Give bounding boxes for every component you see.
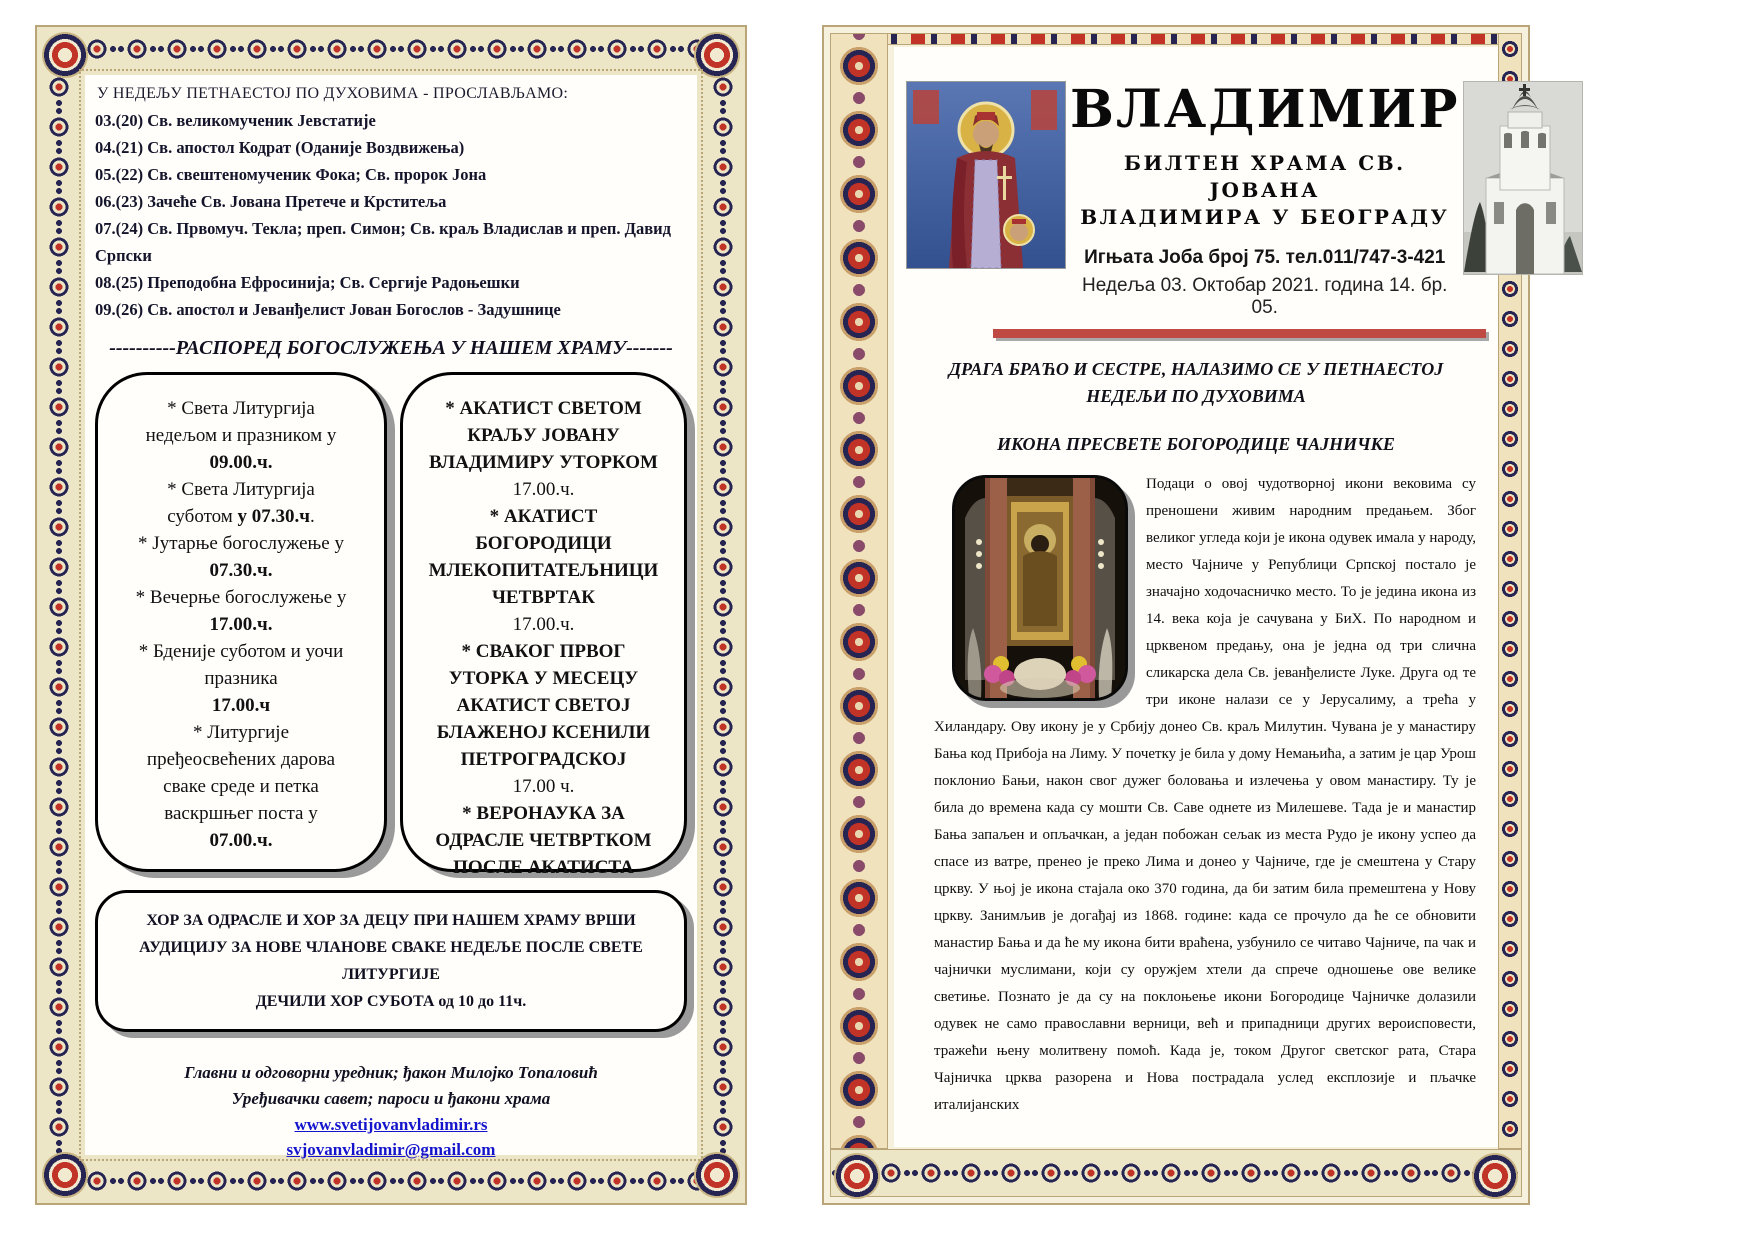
schedule-line: ПЕТРОГРАДСКОЈ — [460, 749, 627, 770]
schedule-line: 07.30.ч. — [209, 560, 273, 581]
saints-list-item: 09.(26) Св. апостол и Јеванђелист Јован Богослов - Задушнице — [95, 300, 561, 319]
choir-line: ЛИТУРГИЈЕ — [342, 966, 440, 983]
bulletin-subtitle-line2: ВЛАДИМИРА У БЕОГРАДУ — [1080, 204, 1450, 229]
schedule-line: * Света Литургија — [167, 479, 315, 500]
corner-rosette-icon — [1472, 1153, 1518, 1199]
email-link[interactable]: svjovanvladimir@gmail.com — [286, 1140, 496, 1159]
choir-line: ДЕЧИЛИ ХОР СУБОТА од 10 до 11ч. — [255, 993, 527, 1010]
schedule-line: АКАТИСТ СВЕТОЈ — [456, 695, 631, 716]
issue-date-line: Недеља 03. Октобар 2021. година 14. бр. 05. — [1082, 274, 1448, 318]
schedule-line: ЧЕТВРТАК — [491, 587, 596, 608]
page-border-ornament — [708, 67, 738, 1163]
editor-line: Главни и одговорни уредник; ђакон Милојко Топаловић — [184, 1063, 598, 1082]
email-link-line — [95, 1137, 687, 1162]
church-address-line: Игњата Јоба број 75. тел.011/747-3-421 — [1084, 246, 1446, 268]
theotokos-icon-photo-image — [955, 478, 1125, 698]
greeting-line1: ДРАГА БРАЋО И СЕСТРЕ, НАЛАЗИМО СЕ У ПЕТНАЕСТОЈ — [948, 358, 1444, 379]
corner-rosette-icon — [834, 1153, 880, 1199]
feast-week-heading: У НЕДЕЉУ ПЕТНАЕСТОЈ ПО ДУХОВИМА - ПРОСЛАВЉАМО: — [97, 85, 569, 102]
saints-list-item: 03.(20) Св. великомученик Јевстатије — [95, 111, 376, 130]
schedule-line: пређеосвећених дарова — [146, 749, 336, 770]
church-photo-image — [1463, 81, 1583, 275]
schedule-line: суботом у 07.30.ч. — [167, 506, 315, 527]
schedule-line: 17.00.ч — [211, 695, 271, 716]
schedule-line: * Вечерње богослужење у — [135, 587, 347, 608]
page-border-ornament — [830, 1149, 1522, 1197]
page-border-ornament — [44, 67, 74, 1163]
schedule-line: ОДРАСЛЕ ЧЕТВРТКОМ — [435, 830, 652, 851]
schedule-line: 07.00.ч. — [209, 830, 273, 851]
choir-line: ХОР ЗА ОДРАСЛЕ И ХОР ЗА ДЕЦУ ПРИ НАШЕМ ХРАМУ ВРШИ — [146, 912, 636, 929]
schedule-line: БЛАЖЕНОЈ КСЕНИЛИ — [436, 722, 651, 743]
choir-line: АУДИЦИЈУ ЗА НОВЕ ЧЛАНОВЕ СВАКЕ НЕДЕЉЕ ПОСЛЕ СВЕТЕ — [139, 939, 643, 956]
saints-list — [95, 107, 687, 323]
website-link-line — [95, 1112, 687, 1137]
schedule-line: БОГОРОДИЦИ — [475, 533, 612, 554]
schedule-line: ВЛАДИМИРУ УТОРКОМ — [429, 452, 658, 473]
schedule-line: КРАЉУ ЈОВАНУ — [467, 425, 620, 446]
schedule-line: * АКАТИСТ — [489, 506, 598, 527]
saints-list-item: 05.(22) Св. свештеномученик Фока; Св. пророк Јона — [95, 165, 487, 184]
article — [934, 471, 1476, 1119]
schedule-line: недељом и празником у — [145, 425, 337, 446]
article-title: ИКОНА ПРЕСВЕТЕ БОГОРОДИЦЕ ЧАЈНИЧКЕ — [997, 433, 1395, 454]
schedule-line: * ВЕРОНАУКА ЗА — [462, 803, 625, 824]
editorial-footer — [95, 1060, 687, 1162]
schedule-line: 17.00 ч. — [512, 776, 575, 797]
schedule-line: * СВАКОГ ПРВОГ — [461, 641, 626, 662]
bulletin-subtitle-line1: БИЛТЕН ХРАМА СВ. ЈОВАНА — [1123, 150, 1406, 202]
schedule-heading: ----------РАСПОРЕД БОГОСЛУЖЕЊА У НАШЕМ ХРАМУ------- — [109, 337, 673, 359]
masthead-center — [1066, 81, 1463, 319]
right-page — [822, 25, 1530, 1205]
page-border-ornament — [77, 34, 705, 64]
page-border-ornament — [830, 33, 1522, 45]
liturgy-schedule-box — [95, 372, 387, 872]
schedule-line: празника — [204, 668, 278, 689]
bulletin-title: ВЛАДИМИР — [1070, 79, 1460, 140]
akathist-schedule-box — [400, 372, 687, 878]
schedule-line: * Бденије суботом и уочи — [138, 641, 344, 662]
saints-list-item: 07.(24) Св. Првомуч. Текла; преп. Симон; Св. краљ Владислав и преп. Давид Српски — [95, 219, 672, 265]
schedule-line: * Света Литургија — [167, 398, 315, 419]
article-text: Подаци о овој чудотворној икони вековима су преношени живим народним предањем. Због великог угледа који је икона одувек имала у народу, место Чајниче у Републици Српској постало је значајно ходочасничко место. То је једина икона из 14. века која је сачувана у БиХ. По народном и црквеном предању, она је једна од три слична сликарска дела Св. јеванђелисте Луке. Друга од те три иконе налази се у Јерусалиму, а трећа у Хиландару. Ову икону је у Србију донео Св. краљ Милутин. Чувана је у манастиру Бања код Прибоја на Лиму. У почетку је била у дому Немањића, а затим је цар Урош поклонио Бањи, након свог дужег боловања и излечења у овом манастиру. Ту је била до времена када су мошти Св. Саве однете из Милешеве. Тада је и манастир Бања запаљен и опљачкан, а један побожан сељак из места Рудо је икону успео да спасе из ватре, пренео је преко Лима и донео у Чајниче, где је смештена у Стару цркву. У њој је икона стајала око 370 година, да би затим била премештена у Нову цркву. Занимљив је догађај из 1868. године: када се прочуло да ће се обновити манастир Бања и да ће му икона бити враћена, узбунило се читаво Чајниче, па чак и чајнички муслимани, који су оружјем хтели да спрече одношење ове велике светиње. Познато је да су на поклоњење икони Богородице Чајничке долазили одувек не само православни верници, већ и припадници других вероисповести, тражећи њену молитвену помоћ. Када је, током Другог светског рата, Стара Чајничка црква разорена и Нова пострадала услед експлозије и пљачке италијанских — [934, 475, 1476, 1113]
masthead — [894, 47, 1498, 319]
schedule-line: 17.00.ч. — [512, 479, 575, 500]
schedule-line: * Јутарње богослужење у — [138, 533, 344, 554]
greeting-heading — [894, 356, 1498, 410]
schedule-line: * АКАТИСТ СВЕТОМ — [445, 398, 642, 419]
schedule-line: 17.00.ч. — [209, 614, 273, 635]
schedule-line: 09.00.ч. — [209, 452, 273, 473]
page-border-ornament — [830, 33, 888, 1149]
schedule-line: 17.00.ч. — [512, 614, 575, 635]
schedule-boxes — [95, 372, 687, 878]
red-divider-bar — [993, 329, 1486, 338]
schedule-line: УТОРКА У МЕСЕЦУ — [448, 668, 639, 689]
saints-list-item: 08.(25) Преподобна Ефросинија; Св. Сергије Радоњешки — [95, 273, 520, 292]
saints-list-item: 04.(21) Св. апостол Кодрат (Оданије Воздвижења) — [95, 138, 465, 157]
choir-announcement-box — [95, 890, 687, 1032]
editorial-board-line: Уређивачки савет; пароси и ђакони храма — [231, 1089, 551, 1108]
right-page-content — [894, 47, 1498, 1147]
bulletin-subtitle — [1070, 150, 1459, 231]
saints-list-item: 06.(23) Зачеће Св. Јована Претече и Крститеља — [95, 192, 447, 211]
schedule-line: сваке среде и петка — [163, 776, 319, 797]
page-border-ornament — [77, 1166, 705, 1196]
schedule-line: ПОСЛЕ АКАТИСТА — [453, 857, 634, 878]
schedule-line: * Литургије — [192, 722, 290, 743]
schedule-line: васкршњег поста у — [164, 803, 318, 824]
saint-jovan-vladimir-icon-image — [906, 81, 1066, 269]
website-link[interactable]: www.svetijovanvladimir.rs — [294, 1115, 488, 1134]
left-page — [35, 25, 747, 1205]
theotokos-icon-photo-frame — [952, 475, 1128, 701]
greeting-line2: НЕДЕЉИ ПО ДУХОВИМА — [1086, 385, 1306, 406]
left-page-content — [85, 75, 697, 1159]
schedule-line: МЛЕКОПИТАТЕЉНИЦИ — [428, 560, 659, 581]
